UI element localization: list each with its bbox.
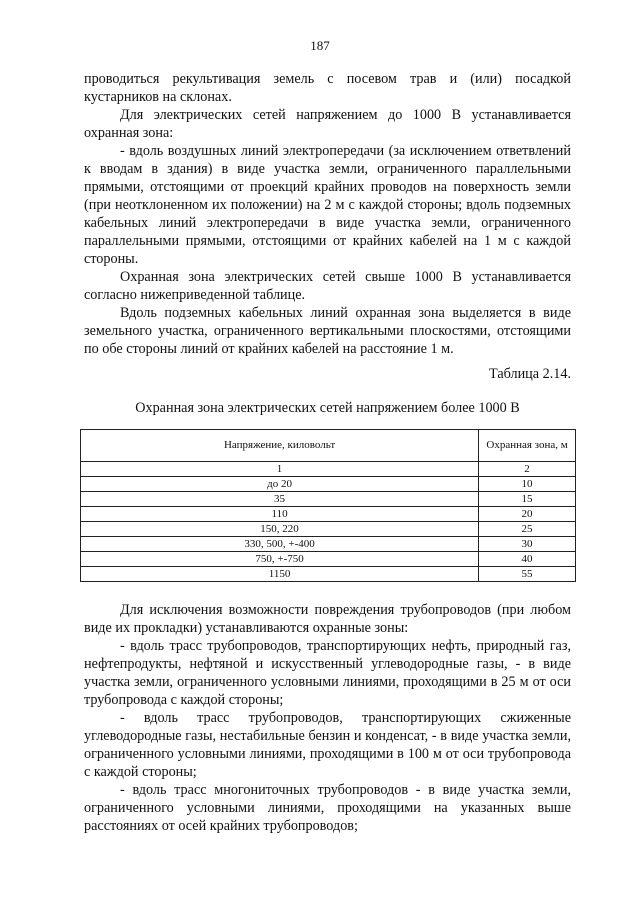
table-row <box>81 507 576 522</box>
table-label: Таблица 2.14. <box>489 366 571 382</box>
cell-voltage: до 20 <box>81 477 479 492</box>
table-title: Охранная зона электрических сетей напряжением более 1000 В <box>135 400 520 416</box>
table-row <box>81 477 576 492</box>
cell-voltage: 330, 500, +-400 <box>81 537 479 552</box>
table-row <box>81 552 576 567</box>
table-row <box>81 537 576 552</box>
protection-zone-table <box>80 429 576 582</box>
paragraph: - вдоль трасс трубопроводов, транспортирующих сжиженные углеводородные газы, нестабильные бензин и конденсат, - в виде участка земли, ограниченного условными линиями, проходящими в 100 м от оси трубопровода с каждой стороны; <box>84 710 571 780</box>
paragraph: проводиться рекультивация земель с посевом трав и (или) посадкой кустарников на склонах. <box>84 71 571 105</box>
cell-voltage: 1 <box>81 462 479 477</box>
paragraph: - вдоль трасс трубопроводов, транспортирующих нефть, природный газ, нефтепродукты, нефтяной и искусственный углеводородные газы, - в виде участка земли, ограниченного условными линиями, проходящими в 25 м от оси трубопровода с каждой стороны; <box>84 638 571 708</box>
cell-voltage: 1150 <box>81 567 479 582</box>
paragraph: Вдоль подземных кабельных линий охранная зона выделяется в виде земельного участка, ограниченного вертикальными плоскостями, отстоящими по обе стороны линий от крайних кабелей на расстояние 1 м. <box>84 305 571 357</box>
table-header-row <box>81 430 576 462</box>
paragraph: - вдоль воздушных линий электропередачи (за исключением ответвлений к вводам в здания) в виде участка земли, ограниченного параллельными прямыми, отстоящими от проекций крайних проводов на поверхность земли (при неотклоненном их положении) на 2 м с каждой стороны; вдоль подземных кабельных линий электропередачи в виде участка земли, ограниченного параллельными прямыми, отстоящими от крайних кабелей на 1 м с каждой стороны. <box>84 143 571 267</box>
cell-voltage: 35 <box>81 492 479 507</box>
text-block-top <box>84 70 571 358</box>
paragraph: Для исключения возможности повреждения трубопроводов (при любом виде их прокладки) устанавливаются охранные зоны: <box>84 602 571 636</box>
table-row <box>81 522 576 537</box>
paragraph: Охранная зона электрических сетей свыше 1000 В устанавливается согласно нижеприведенной таблице. <box>84 269 571 303</box>
cell-zone: 40 <box>479 552 576 567</box>
cell-zone: 25 <box>479 522 576 537</box>
text-block-bottom <box>84 601 571 835</box>
cell-voltage: 750, +-750 <box>81 552 479 567</box>
table-row <box>81 492 576 507</box>
cell-zone: 30 <box>479 537 576 552</box>
paragraph: Для электрических сетей напряжением до 1000 В устанавливается охранная зона: <box>84 107 571 141</box>
cell-zone: 2 <box>479 462 576 477</box>
paragraph: - вдоль трасс многониточных трубопроводов - в виде участка земли, ограниченного условными линиями, проходящими на указанных выше расстояниях от осей крайних трубопроводов; <box>84 782 571 834</box>
page-number: 187 <box>310 38 330 53</box>
cell-zone: 55 <box>479 567 576 582</box>
cell-zone: 15 <box>479 492 576 507</box>
cell-voltage: 150, 220 <box>81 522 479 537</box>
cell-zone: 10 <box>479 477 576 492</box>
header-voltage: Напряжение, киловольт <box>81 430 479 462</box>
table-row <box>81 567 576 582</box>
table-row <box>81 462 576 477</box>
header-zone: Охранная зона, м <box>479 430 576 462</box>
cell-voltage: 110 <box>81 507 479 522</box>
cell-zone: 20 <box>479 507 576 522</box>
